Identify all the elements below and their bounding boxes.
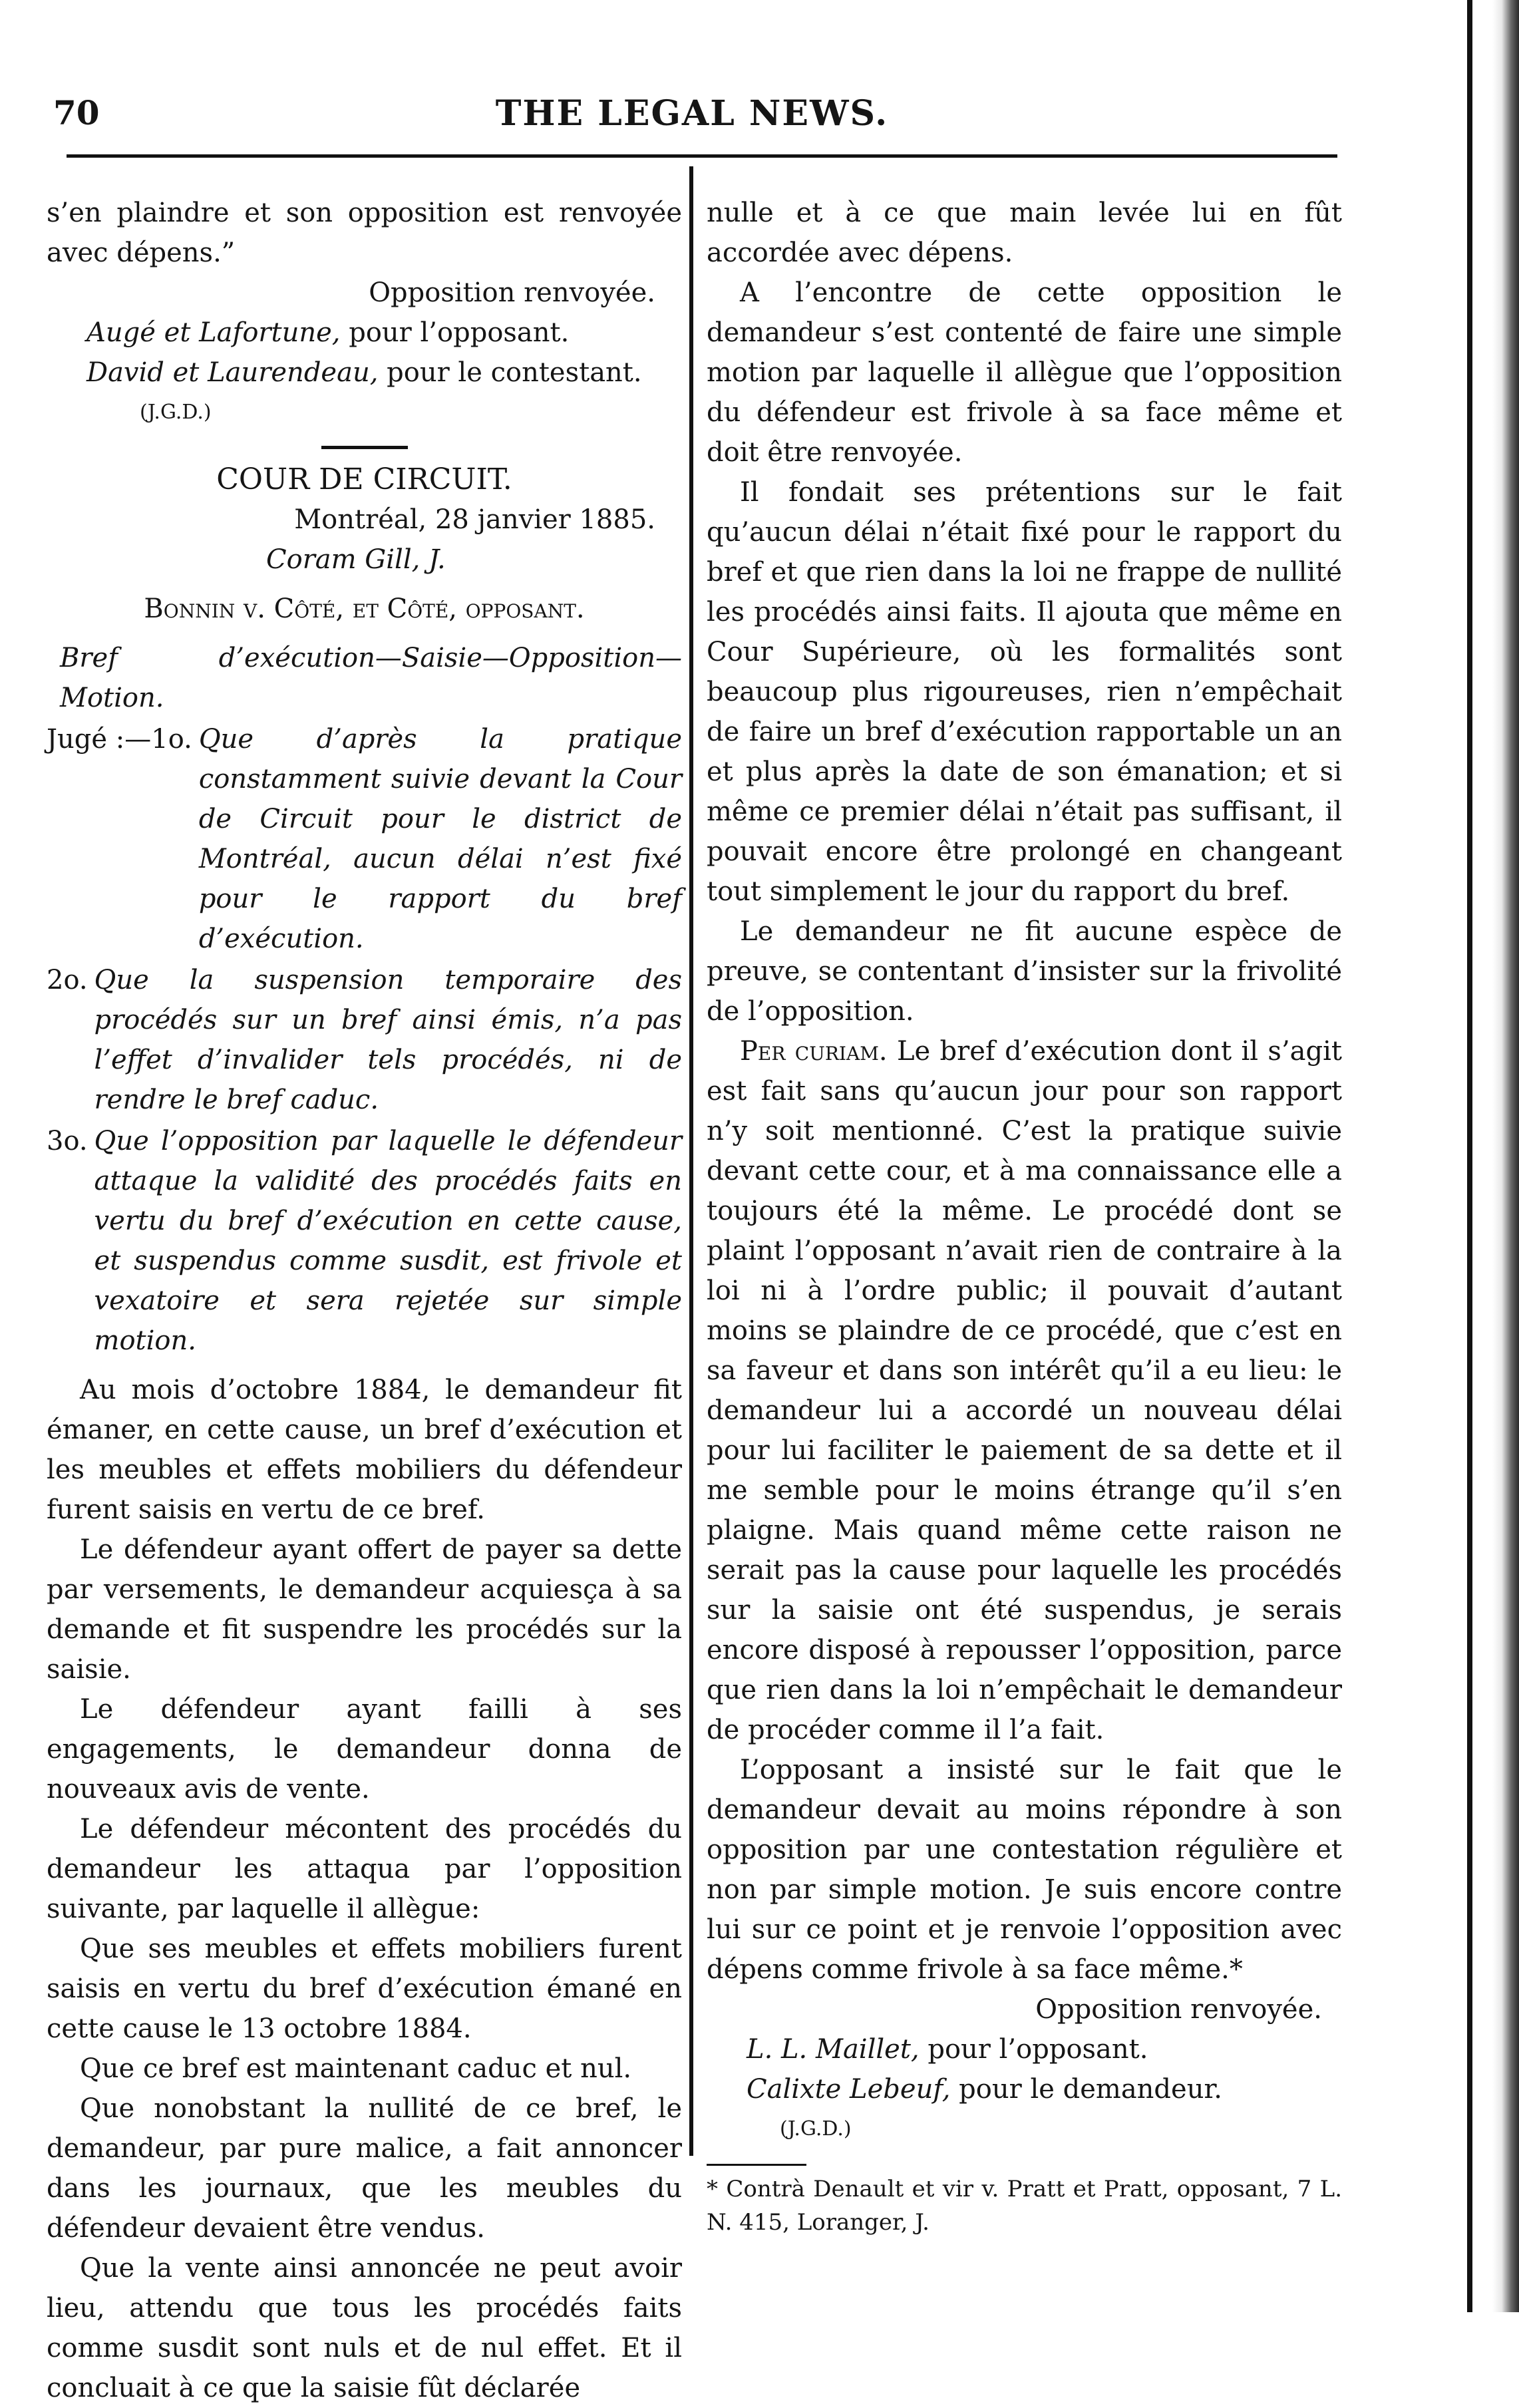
paragraph: s’en plaindre et son opposition est renvoyée avec dépens.”	[47, 198, 682, 268]
case-parties: Bonnin v. Côté, et Côté, opposant.	[144, 594, 585, 624]
right-column	[707, 193, 1342, 2239]
paragraph: nulle et à ce que main levée lui en fût accordée avec dépens.	[707, 198, 1342, 268]
holding-text: Que d’après la pratique constamment suivie devant la Cour de Circuit pour le district de Montréal, aucun délai n’est fixé pour le rapport du bref d’exécution.	[198, 724, 682, 954]
paragraph: Que la vente ainsi annoncée ne peut avoir lieu, attendu que tous les procédés faits comme susdit sont nuls et de nul effet. Et il concluait à ce que la saisie fût déclarée	[47, 2253, 682, 2403]
counsel-line	[47, 353, 682, 393]
counsel-line	[707, 2069, 1342, 2109]
page-edge-line	[1467, 0, 1472, 2312]
verdict: Opposition renvoyée.	[1035, 1994, 1322, 2025]
footnote-rule	[707, 2164, 806, 2166]
counsel-role: pour l’opposant.	[340, 317, 570, 348]
footnote: * Contrà Denault et vir v. Pratt et Pratt, opposant, 7 L. N. 415, Loranger, J.	[707, 2176, 1342, 2236]
paragraph: Que ce bref est maintenant caduc et nul.	[80, 2053, 632, 2084]
counsel-role: pour le demandeur.	[950, 2074, 1222, 2105]
header-rule	[67, 154, 1337, 158]
holding	[47, 1121, 682, 1361]
place-date: Montréal, 28 janvier 1885.	[294, 504, 655, 535]
page-number: 70	[53, 93, 100, 132]
paragraph: Que ses meubles et effets mobiliers furent saisis en vertu du bref d’exécution émané en cette cause le 13 octobre 1884.	[47, 1934, 682, 2044]
paragraph: Le défendeur mécontent des procédés du demandeur les attaqua par l’opposition suivante, par laquelle il allègue:	[47, 1814, 682, 1924]
paragraph: Le défendeur ayant failli à ses engagements, le demandeur donna de nouveaux avis de vente.	[47, 1694, 682, 1805]
paragraph: Le demandeur ne fit aucune espèce de preuve, se contentant d’insister sur la frivolité de l’opposition.	[707, 916, 1342, 1027]
column-divider	[689, 166, 693, 2156]
paragraph: Le défendeur ayant offert de payer sa dette par versements, le demandeur acquiesça à sa demande et fit suspendre les procédés sur la saisie.	[47, 1534, 682, 1685]
holding	[47, 960, 682, 1120]
counsel-line	[707, 2029, 1342, 2069]
page-edge-shadow	[1492, 0, 1519, 2312]
court-heading: COUR DE CIRCUIT.	[216, 462, 512, 496]
counsel-role: pour l’opposant.	[919, 2034, 1148, 2065]
per-curiam-lead: Per curiam.	[740, 1036, 888, 1067]
holding-label: 3o.	[47, 1126, 88, 1156]
coram: Coram Gill, J.	[266, 544, 446, 575]
verdict: Opposition renvoyée.	[369, 277, 655, 308]
reporter-initials: (J.G.D.)	[780, 2117, 852, 2141]
holding-label: Jugé :—1o.	[47, 724, 192, 755]
paragraph: Il fondait ses prétentions sur le fait qu’aucun délai n’était fixé pour le rapport du bref et que rien dans la loi ne frappe de nullité les procédés ainsi faits. Il ajouta que même en Cour Supérieure, où les formalités sont beaucoup plus rigoureuses, rien n’empêchait de faire un bref d’exécution rapportable un an et plus après la date de son émanation; et si même ce premier délai n’était pas suffisant, il pouvait encore être prolongé en changeant tout simplement le jour du rapport du bref.	[707, 477, 1342, 907]
holding	[47, 719, 682, 959]
paragraph-text: Le bref d’exécution dont il s’agit est fait sans qu’aucun jour pour son rapport n’y soit mentionné. C’est la pratique suivie devant cette cour, et à ma connaissance elle a toujours été la même. Le procédé dont se plaint l’opposant n’avait rien de contraire à la loi ni à l’ordre public; il pouvait d’autant moins se plaindre de ce procédé, que c’est en sa faveur et dans son intérêt qu’il a eu lieu: le demandeur lui a accordé un nouveau délai pour lui faciliter le paiement de sa dette et il me semble pour le moins étrange qu’il s’en plaigne. Mais quand même cette raison ne serait pas la cause pour laquelle les procédés sur la saisie ont été suspendus, je serais encore disposé à repousser l’opposition, parce que rien dans la loi n’empêchait le demandeur de procéder comme il l’a fait.	[707, 1036, 1342, 1745]
running-title: THE LEGAL NEWS.	[495, 93, 889, 134]
section-rule	[321, 446, 408, 449]
holding-text: Que l’opposition par laquelle le défendeur attaque la validité des procédés faits en vertu du bref d’exécution en cette cause, et suspendus comme susdit, est frivole et vexatoire et sera rejetée sur simple motion.	[94, 1126, 682, 1356]
paragraph	[707, 1031, 1342, 1750]
counsel-name: Augé et Lafortune,	[86, 317, 341, 348]
counsel-name: David et Laurendeau,	[86, 357, 379, 388]
holding-label: 2o.	[47, 965, 88, 995]
counsel-name: Calixte Lebeuf,	[747, 2074, 951, 2105]
paragraph: Au mois d’octobre 1884, le demandeur fit émaner, en cette cause, un bref d’exécution et les meubles et effets mobiliers du défendeur furent saisis en vertu de ce bref.	[47, 1375, 682, 1525]
reporter-initials: (J.G.D.)	[140, 401, 212, 424]
page-header	[53, 93, 1331, 146]
left-column	[47, 193, 682, 2408]
paragraph: A l’encontre de cette opposition le demandeur s’est contenté de faire une simple motion par laquelle il allègue que l’opposition du défendeur est frivole à sa face même et doit être renvoyée.	[707, 277, 1342, 468]
paragraph: L’opposant a insisté sur le fait que le demandeur devait au moins répondre à son opposition par une contestation régulière et non par simple motion. Je suis encore contre lui sur ce point et je renvoie l’opposition avec dépens comme frivole à sa face même.*	[707, 1755, 1342, 1985]
case-keywords: Bref d’exécution—Saisie—Opposition—Motion.	[60, 643, 682, 713]
counsel-role: pour le contestant.	[378, 357, 642, 388]
paragraph: Que nonobstant la nullité de ce bref, le demandeur, par pure malice, a fait annoncer dans les journaux, que les meubles du défendeur devaient être vendus.	[47, 2093, 682, 2244]
counsel-name: L. L. Maillet,	[747, 2034, 920, 2065]
counsel-line	[47, 313, 682, 353]
holding-text: Que la suspension temporaire des procédés sur un bref ainsi émis, n’a pas l’effet d’invalider tels procédés, ni de rendre le bref caduc.	[94, 965, 682, 1115]
